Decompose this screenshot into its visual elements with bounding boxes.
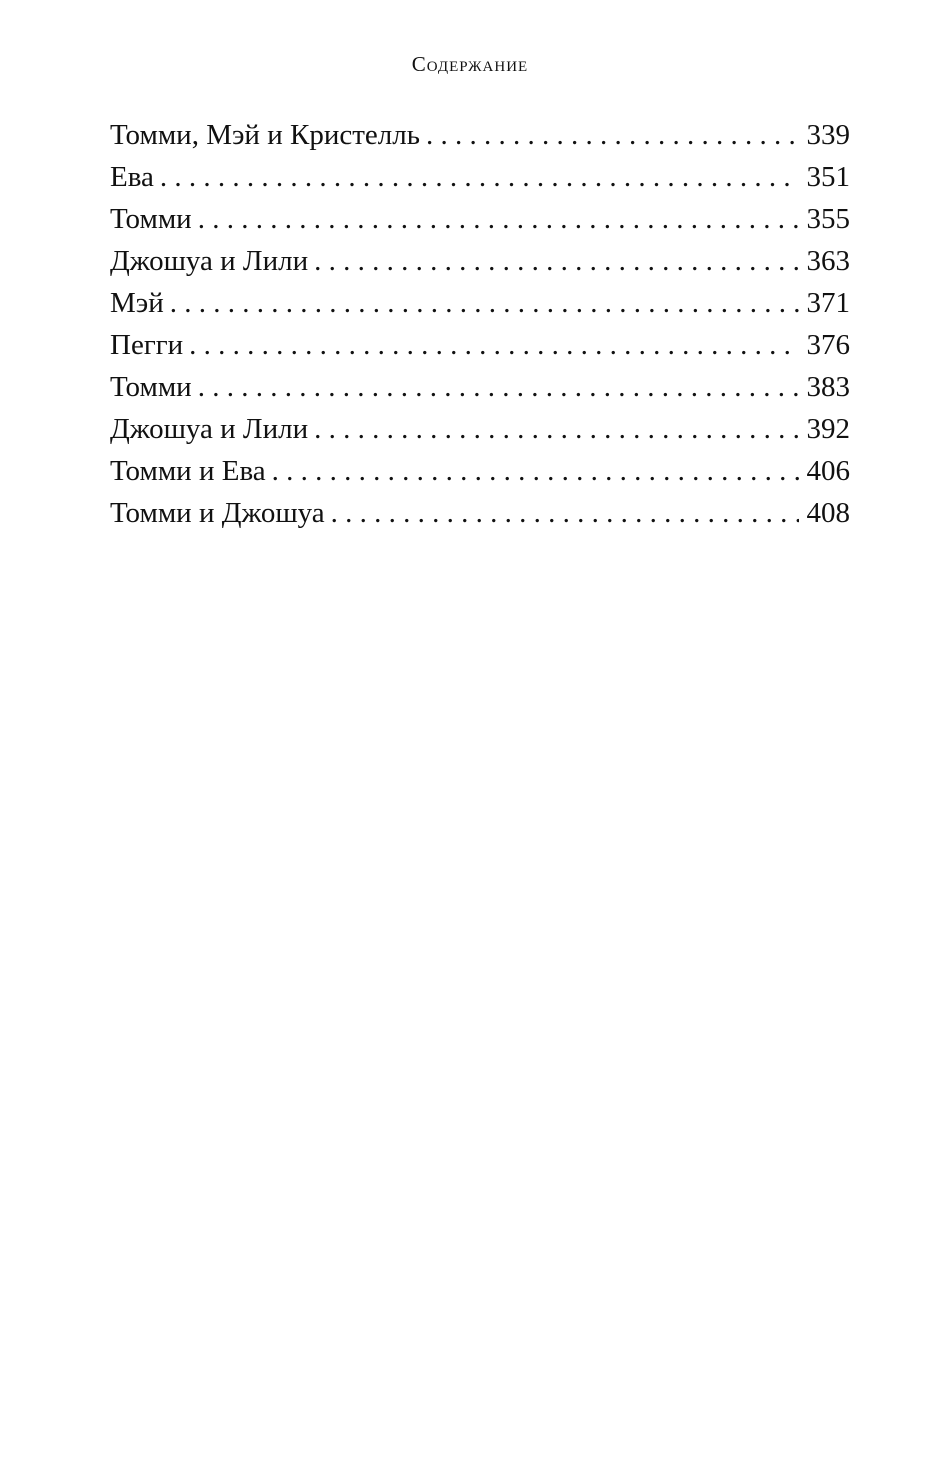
toc-entry-title: Ева	[110, 161, 154, 193]
toc-page-number: 363	[806, 245, 850, 277]
page-heading: Содержание	[411, 52, 529, 76]
toc-page-number: 376	[806, 329, 850, 361]
toc-dot-leader	[272, 450, 799, 492]
toc-page-number: 339	[806, 119, 850, 151]
toc-dot-leader	[160, 156, 799, 198]
toc-entry-title: Томми	[110, 203, 192, 235]
toc-dot-leader	[189, 324, 798, 366]
toc-entry-title: Джошуа и Лили	[110, 245, 309, 277]
toc-page-number: 392	[806, 413, 850, 445]
toc-entry[interactable]	[110, 324, 850, 366]
toc-entry[interactable]	[110, 198, 850, 240]
toc-entry[interactable]	[110, 408, 850, 450]
toc-entry-title: Томми	[110, 371, 192, 403]
toc-entry[interactable]	[110, 366, 850, 408]
toc-entry-title: Томми, Мэй и Кристелль	[110, 119, 420, 151]
toc-page-number: 355	[806, 203, 850, 235]
toc-entry[interactable]	[110, 282, 850, 324]
toc-entry[interactable]	[110, 450, 850, 492]
toc-entry-title: Джошуа и Лили	[110, 413, 309, 445]
toc-dot-leader	[426, 114, 799, 156]
toc-dot-leader	[314, 240, 798, 282]
toc-entry-title: Пегги	[110, 329, 184, 361]
toc-dot-leader	[331, 492, 799, 534]
toc-entry-title: Мэй	[110, 287, 164, 319]
toc-entry-title: Томми и Ева	[110, 455, 266, 487]
toc-page-number: 383	[806, 371, 850, 403]
toc-entry[interactable]	[110, 114, 850, 156]
table-of-contents	[110, 114, 850, 534]
toc-dot-leader	[198, 366, 799, 408]
toc-entry[interactable]	[110, 156, 850, 198]
toc-entry[interactable]	[110, 240, 850, 282]
toc-entry-title: Томми и Джошуа	[110, 497, 325, 529]
toc-dot-leader	[314, 408, 798, 450]
toc-page-number: 351	[806, 161, 850, 193]
toc-page-number: 371	[806, 287, 850, 319]
toc-page-number: 406	[806, 455, 850, 487]
toc-dot-leader	[170, 282, 799, 324]
toc-entry[interactable]	[110, 492, 850, 534]
toc-page-number: 408	[806, 497, 850, 529]
toc-dot-leader	[198, 198, 799, 240]
